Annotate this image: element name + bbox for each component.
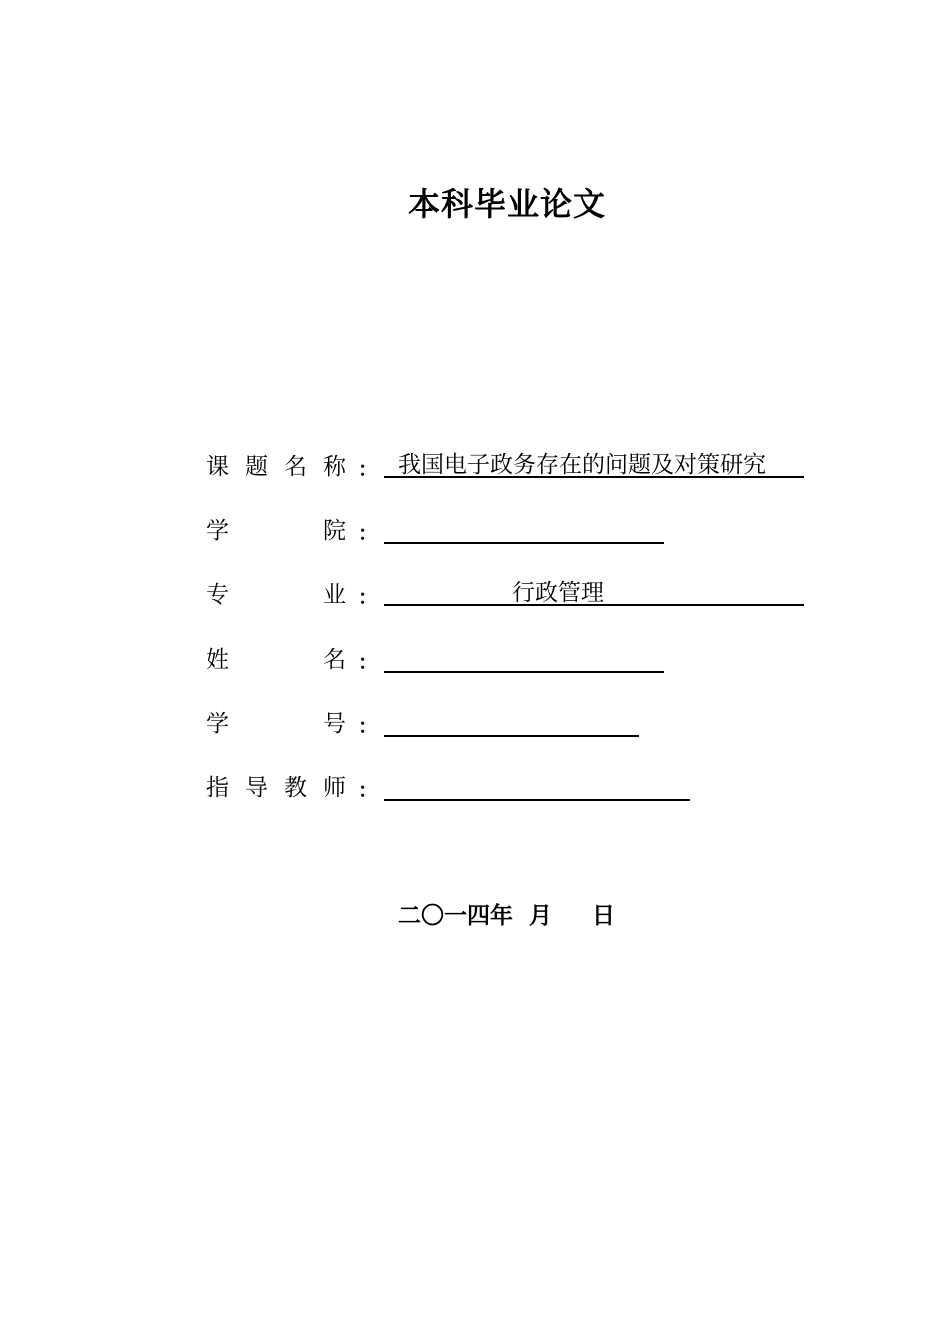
college-colon: ： xyxy=(358,521,378,545)
topic-label-char: 课 xyxy=(206,454,229,480)
college-label-char: 院 xyxy=(323,518,346,544)
major-field xyxy=(384,580,804,606)
major-label-char: 专 xyxy=(206,582,229,608)
student-id-label-char: 学 xyxy=(206,711,229,737)
advisor-label-char: 师 xyxy=(323,775,346,801)
advisor-label-char: 指 xyxy=(206,775,229,801)
name-colon: ： xyxy=(358,650,378,674)
topic-label-char: 题 xyxy=(245,454,268,480)
advisor-field xyxy=(384,773,690,801)
college-field xyxy=(384,516,664,544)
advisor-label-char: 教 xyxy=(284,775,307,801)
topic-label-char: 名 xyxy=(284,454,307,480)
topic-label-char: 称 xyxy=(323,454,346,480)
college-label-char: 学 xyxy=(206,518,229,544)
major-label-char: 业 xyxy=(323,582,346,608)
student-id-label xyxy=(206,709,346,739)
student-id-field xyxy=(384,709,639,737)
advisor-label xyxy=(206,773,346,803)
name-label xyxy=(206,645,346,675)
topic-label xyxy=(206,452,346,482)
student-id-colon: ： xyxy=(358,714,378,738)
student-id-label-char: 号 xyxy=(323,711,346,737)
topic-value: 我国电子政务存在的问题及对策研究 xyxy=(398,452,766,478)
major-colon: ： xyxy=(358,585,378,609)
advisor-label-char: 导 xyxy=(245,775,268,801)
submission-date: 二〇一四年 月 日 xyxy=(398,903,616,929)
name-label-char: 名 xyxy=(323,647,346,673)
college-label xyxy=(206,516,346,546)
major-value: 行政管理 xyxy=(512,580,604,606)
major-label xyxy=(206,580,346,610)
page-title: 本科毕业论文 xyxy=(407,185,606,223)
name-field xyxy=(384,645,664,673)
topic-field xyxy=(384,452,804,478)
advisor-colon: ： xyxy=(358,778,378,802)
topic-colon: ： xyxy=(358,457,378,481)
name-label-char: 姓 xyxy=(206,647,229,673)
